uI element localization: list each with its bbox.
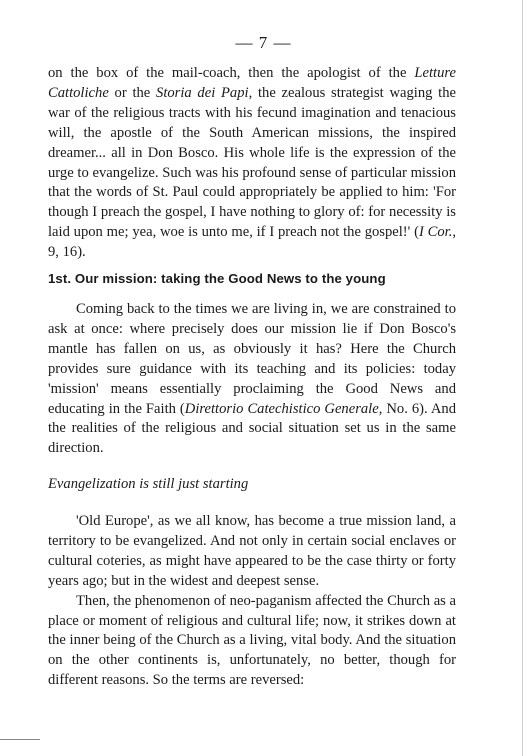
text-run: Coming back to the times we are living in, we are constrained to ask at once: where precisely does our mission lie if Don Bosco's mantle has fallen on us, as obviously it has? Here the Church provides sure guidance with its teaching and its policies: today 'mission' means essentially proclaiming the Good News and educating in the Faith ( [48,301,456,417]
italic-title: Storia dei Papi [156,84,249,101]
paragraph-3 [48,512,456,691]
text-run: on the box of the mail-coach, then the apologist of the [48,65,415,81]
paragraph-1 [48,64,456,263]
bottom-rule [0,739,40,740]
text-run: , 9, 16). [48,224,456,261]
italic-subheading: Evangelization is still just starting [48,476,249,492]
paragraph-3-text: 'Old Europe', as we all know, has become a true mission land, a territory to be evangelized. And not only in certain social enclaves or cultural coteries, as might have appeared to be the case thirty or forty years ago; but in the widest and deepest sense. [48,513,456,589]
text-run: or the [108,84,157,101]
italic-citation: I Cor. [418,224,453,241]
paragraph-4-text: Then, the phenomenon of neo-paganism affected the Church as a place or moment of religious and cultural life; now, it strikes down at the inner being of the Church as a living, vital body. And the situation on the other continents is, unfortunately, no better, though for different reasons. So the terms are reversed: [48,592,456,689]
page-number: — 7 — [235,33,292,52]
text-run: , No. 6). And the realities of the religious and social situation set us in the same direction. [48,400,456,457]
italic-citation: Direttorio Catechistico Generale [184,400,379,417]
text-run: , the zealous strategist waging the war of the religious tracts with his fecund imagination and tenacious will, the apostle of the South American missions, the inspired dreamer... all in Don Bosco. His whole life is the expression of the urge to evangelize. Such was his profound sense of particular mission that the words of St. Paul could appropriately be applied to him: 'For though I preach the gospel, I have nothing to glory of: for necessity is laid upon me; yea, woe is unto me, if I preach not the gospel!' ( [48,84,456,241]
italic-title: Letture Cattoliche [48,65,456,101]
paragraph-2 [48,300,456,459]
page-edge [522,0,523,756]
section-heading: 1st. Our mission: taking the Good News to the young [48,271,386,286]
